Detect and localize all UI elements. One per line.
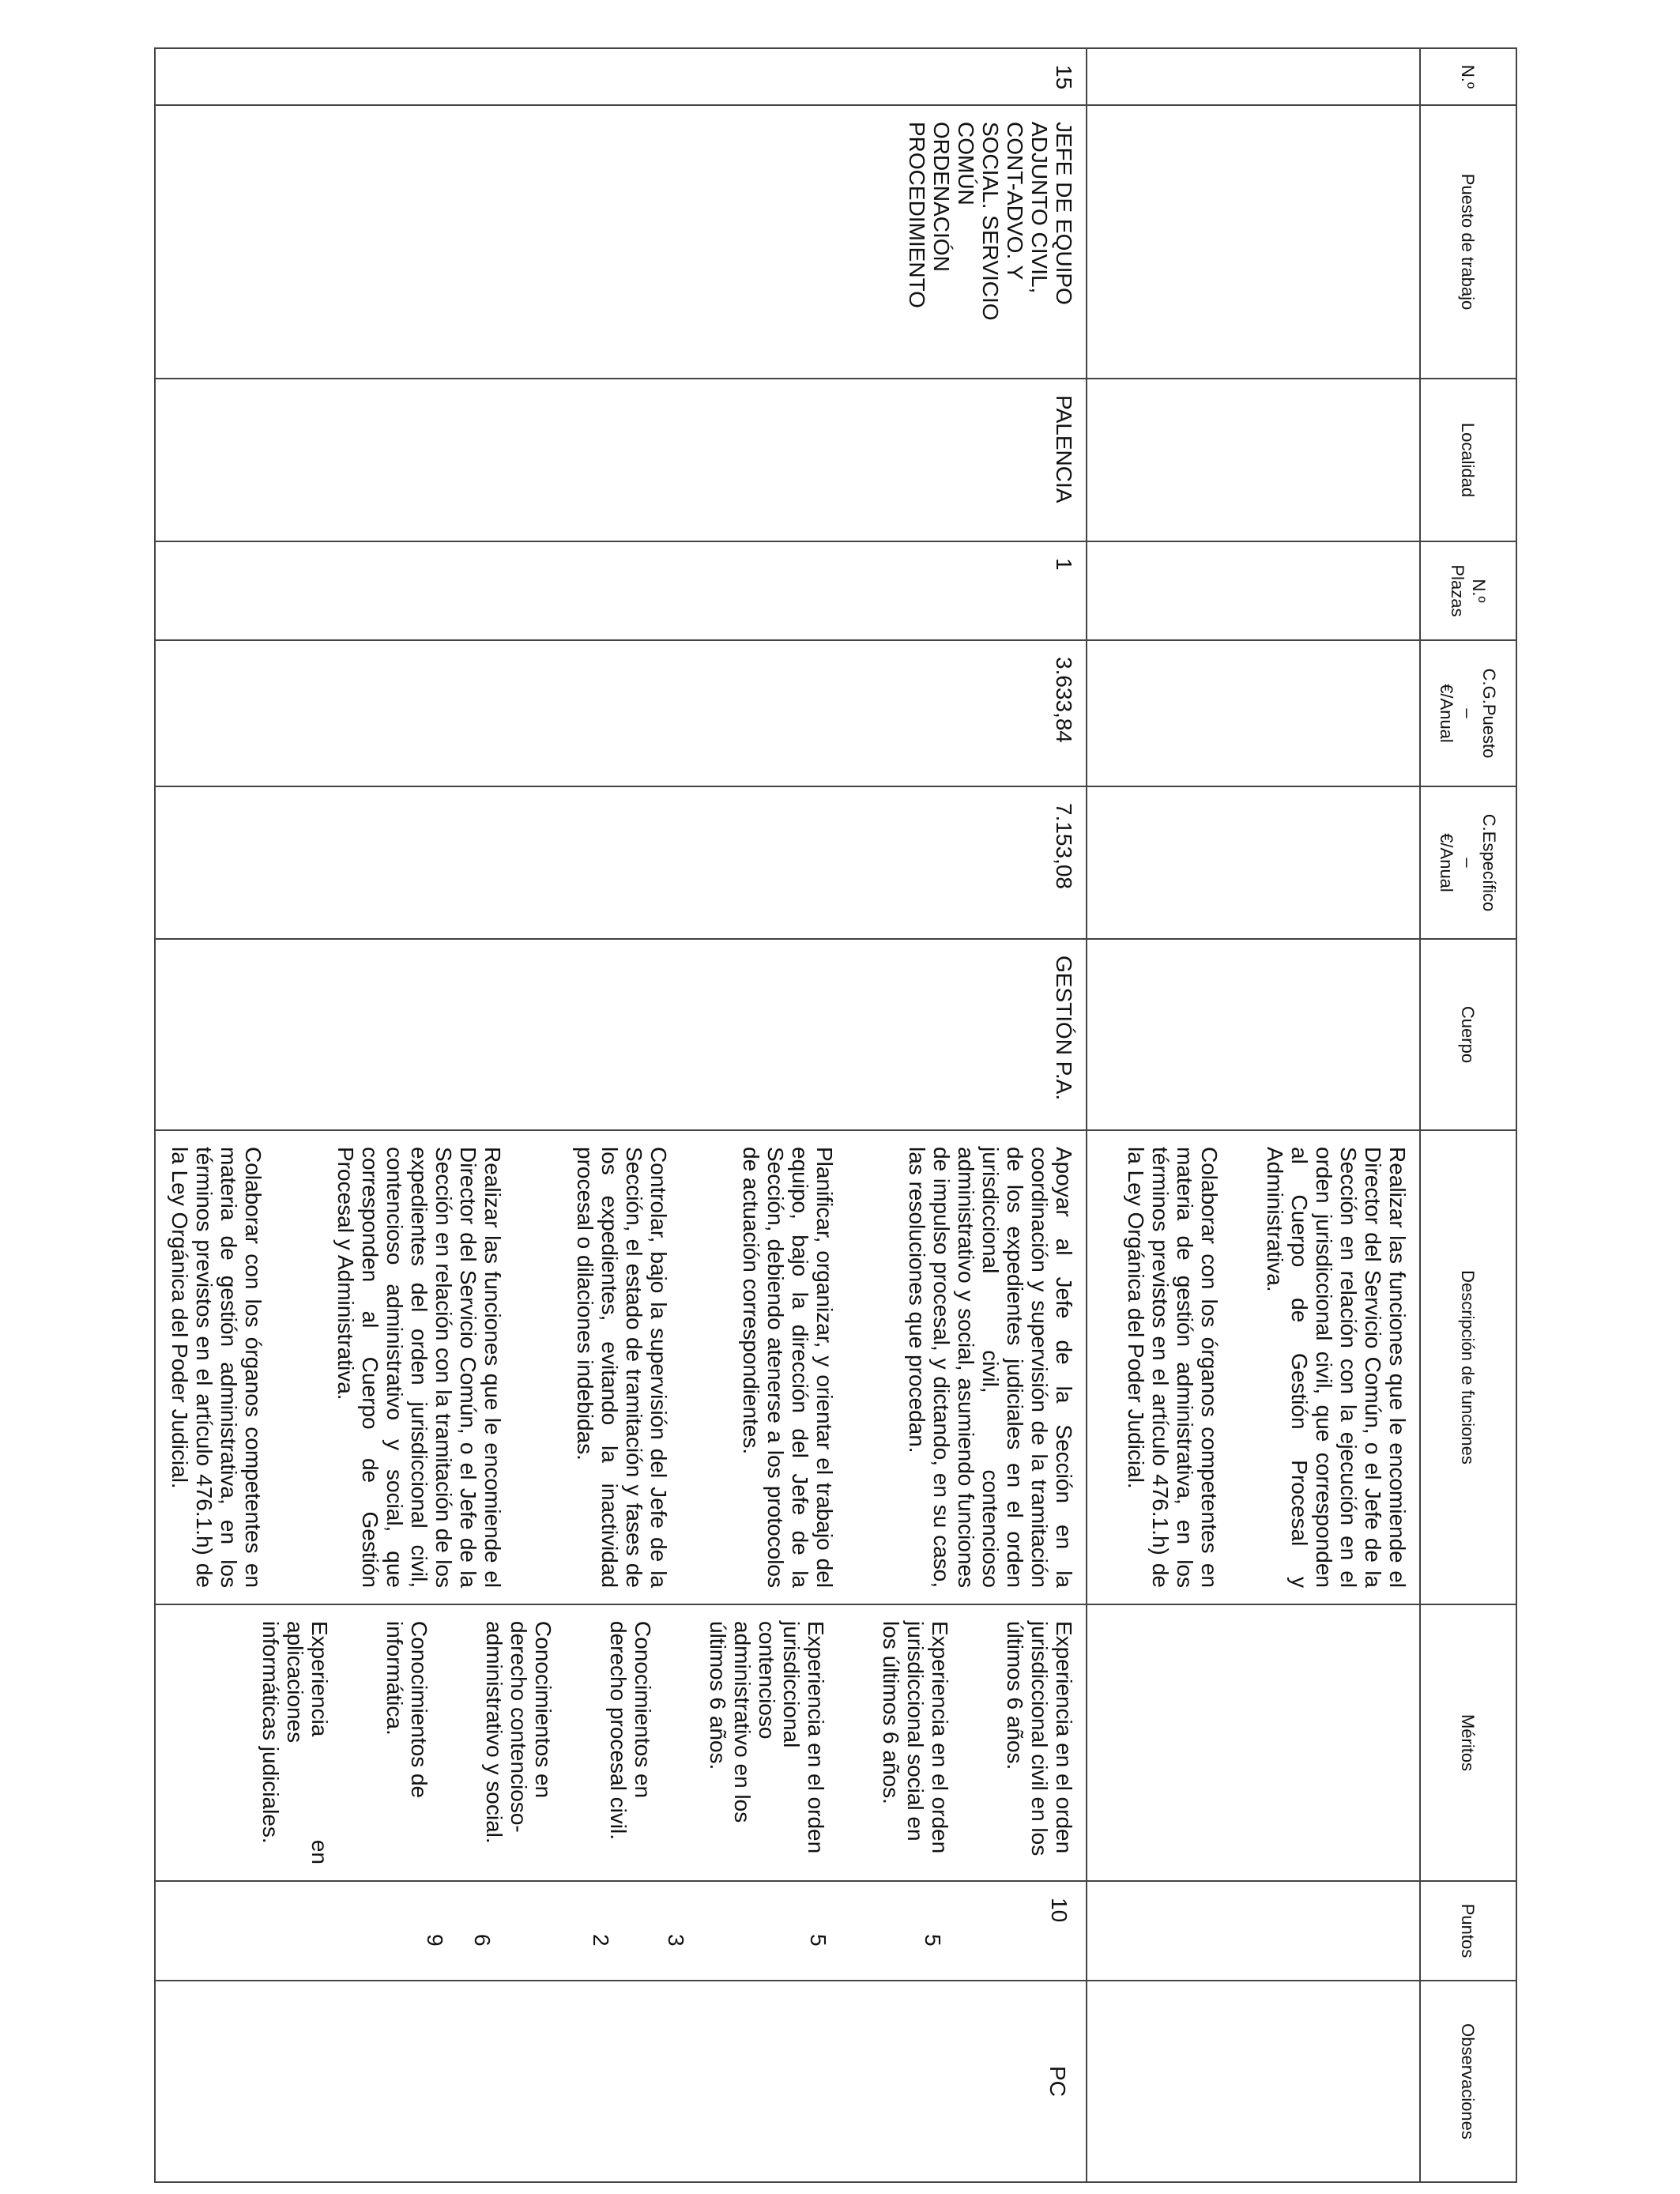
cell-cg-empty (1087, 640, 1420, 786)
header-c-especifico: C.Específico – €/Anual (1420, 786, 1516, 939)
header-cg-puesto: C.G.Puesto – €/Anual (1420, 640, 1516, 786)
merito-item: Experiencia en aplicaciones informáticas judiciales. (258, 1621, 332, 1864)
cell-meritos-empty (1087, 1604, 1420, 1881)
descripcion-paragraph: Colaborar con los órganos competentes en materia de gestión administrativa, en los términos previstos en el artículo 476.1.h) de la Ley Orgánica del Poder Judicial. (168, 1147, 266, 1588)
cell-puntos-empty (1087, 1881, 1420, 1981)
puntos-value: 5 (806, 1934, 831, 1947)
descripcion-paragraph: Realizar las funciones que le encomiende el Director del Servicio Común, o el Jefe de la Sección en relación con la tramitación de los expedientes del orden jurisdiccional civil, contencioso administrativo y social, que corresponden al Cuerpo de Gestión Procesal y Administrativa. (333, 1147, 505, 1588)
descripcion-paragraph: Realizar las funciones que le encomiende el Director del Servicio Común, o el Jefe de la Sección en relación con la ejecución en el orden jurisdiccional civil, que corresponden al Cuerpo de Gestión Procesal y Administrativa. (1263, 1147, 1410, 1588)
cell-descripcion (155, 1130, 1087, 1604)
puntos-value: 6 (470, 1934, 495, 1947)
cell-num: 15 (155, 48, 1087, 105)
header-meritos: Méritos (1420, 1604, 1516, 1881)
merito-item: Conocimientos en derecho procesal civil. (606, 1621, 655, 1841)
merito-item: Experiencia en el orden jurisdiccional contencioso administrativo en los últimos 6 años. (706, 1621, 828, 1854)
cell-puesto-empty (1087, 105, 1420, 379)
cell-descripcion-continuation (1087, 1130, 1420, 1604)
cell-puesto: JEFE DE EQUIPO ADJUNTO CIVIL, CONT-ADVO. Y SOCIAL. SERVICIO COMÚN ORDENACIÓN PROCEDIMIENTO (155, 105, 1087, 379)
cell-num-empty (1087, 48, 1420, 105)
header-cuerpo: Cuerpo (1420, 939, 1516, 1130)
puntos-value: 2 (589, 1934, 613, 1947)
merito-item: Experiencia en el orden jurisdiccional civil en los últimos 6 años. (1003, 1621, 1076, 1857)
header-plazas: N.º Plazas (1420, 541, 1516, 640)
puntos-value: 3 (664, 1934, 688, 1947)
cell-localidad-empty (1087, 379, 1420, 541)
descripcion-paragraph: Controlar, bajo la supervisión del Jefe de la Sección, el estado de tramitación y fases de los expedientes, evitando la inactividad procesal o dilaciones indebidas. (573, 1147, 671, 1588)
table-row-15 (155, 48, 1087, 2182)
descripcion-paragraph: Colaborar con los órganos competentes en materia de gestión administrativa, en los términos previstos en el artículo 476.1.h) de la Ley Orgánica del Poder Judicial. (1124, 1147, 1222, 1588)
job-positions-table (154, 47, 1517, 2183)
table-row-continuation (1087, 48, 1420, 2182)
cell-observaciones: PC (155, 1981, 1087, 2182)
header-puntos: Puntos (1420, 1881, 1516, 1981)
cell-observaciones-empty (1087, 1981, 1420, 2182)
cell-ce-empty (1087, 786, 1420, 939)
cell-localidad: PALENCIA (155, 379, 1087, 541)
cell-cg-puesto: 3.633,84 (155, 640, 1087, 786)
merito-item: Conocimientos en derecho contencioso-administrativo y social. (482, 1621, 556, 1844)
header-descripcion: Descripción de funciones (1420, 1130, 1516, 1604)
puntos-value: 10 (1047, 1898, 1072, 1923)
header-row (1420, 48, 1516, 2182)
cell-plazas-empty (1087, 541, 1420, 640)
header-observaciones: Observaciones (1420, 1981, 1516, 2182)
cell-cuerpo: GESTIÓN P.A. (155, 939, 1087, 1130)
puntos-value: 9 (423, 1934, 447, 1947)
descripcion-paragraph: Apoyar al Jefe de la Sección en la coordinación y supervisión de la tramitación de los expedientes judiciales en el orden jurisdiccional civil, contencioso administrativo y social, asumiendo funciones de impulso procesal, y dictando, en su caso, las resoluciones que procedan. (905, 1147, 1076, 1588)
cell-plazas: 1 (155, 541, 1087, 640)
header-num: N.º (1420, 48, 1516, 105)
cell-c-especifico: 7.153,08 (155, 786, 1087, 939)
merito-item: Conocimientos de informática. (382, 1621, 431, 1799)
header-localidad: Localidad (1420, 379, 1516, 541)
header-puesto: Puesto de trabajo (1420, 105, 1516, 379)
merito-item: Experiencia en el orden jurisdiccional social en los últimos 6 años. (879, 1621, 952, 1854)
rotated-table-frame (154, 47, 1517, 2181)
cell-cuerpo-empty (1087, 939, 1420, 1130)
puntos-value: 5 (921, 1934, 945, 1947)
descripcion-paragraph: Planificar, organizar, y orientar el trabajo del equipo, bajo la dirección del Jefe de la Sección, debiendo atenerse a los protocolos de actuación correspondientes. (739, 1147, 837, 1588)
cell-puntos (155, 1881, 1087, 1981)
cell-meritos (155, 1604, 1087, 1881)
